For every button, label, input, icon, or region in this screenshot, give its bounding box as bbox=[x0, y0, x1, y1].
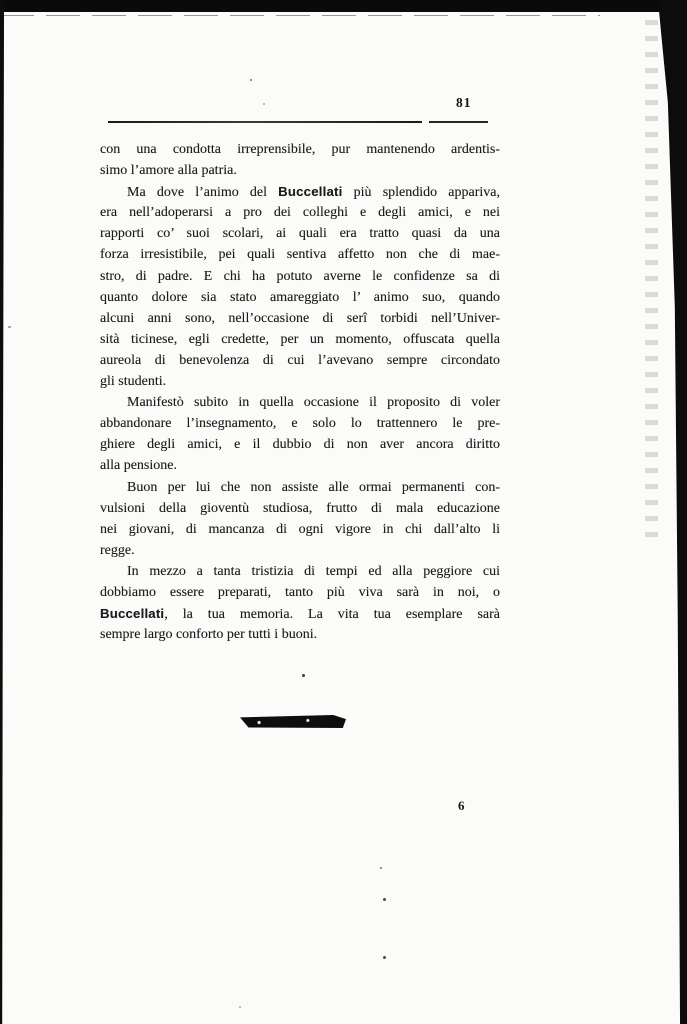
scan-speck bbox=[239, 1006, 241, 1008]
line-text: simo l’amore alla patria. bbox=[100, 163, 237, 179]
text-line bbox=[100, 480, 500, 501]
line-text: stro, di padre. E chi ha potuto averne le confidenze sa di bbox=[100, 268, 500, 284]
line-text: regge. bbox=[100, 542, 135, 558]
header-rule-short bbox=[429, 121, 488, 123]
line-text: era nell’adoperarsi a pro dei colleghi e degli amici, e nei bbox=[100, 205, 500, 221]
line-text: rapporti co’ suoi scolari, ai quali era tratto quasi da una bbox=[100, 226, 500, 242]
scan-speck bbox=[302, 674, 305, 677]
line-text: gli studenti. bbox=[100, 374, 167, 390]
line-text: alla pensione. bbox=[100, 458, 177, 474]
text-line bbox=[100, 332, 500, 353]
text-line bbox=[100, 395, 500, 416]
text-line bbox=[100, 606, 500, 627]
line-text: forza irresistibile, pei quali sentiva affetto non che di mae- bbox=[100, 247, 500, 263]
text-line bbox=[100, 247, 500, 268]
line-text: quanto dolore sia stato amareggiato l’ animo suo, quando bbox=[100, 289, 500, 305]
text-line bbox=[100, 416, 500, 437]
text-line bbox=[100, 522, 500, 543]
line-text: In mezzo a tanta tristizia di tempi ed alla peggiore cui bbox=[127, 563, 500, 579]
page-number: 81 bbox=[456, 95, 472, 110]
text-line bbox=[100, 184, 500, 205]
line-text: Manifestò subito in quella occasione il proposito di voler bbox=[127, 395, 500, 411]
line-text: abbandonare l’insegnamento, e solo lo trattennero le pre- bbox=[100, 416, 500, 432]
text-line bbox=[100, 269, 500, 290]
line-text: sità ticinese, egli credette, per un momento, offuscata quella bbox=[100, 331, 500, 347]
scan-speck bbox=[383, 956, 386, 959]
text-line bbox=[100, 311, 500, 332]
scan-speck bbox=[383, 898, 386, 901]
line-text: sempre largo conforto per tutti i buoni. bbox=[100, 627, 318, 643]
text-line bbox=[100, 458, 500, 479]
line-text: alcuni anni sono, nell’occasione di serî torbidi nell’Univer- bbox=[100, 310, 500, 326]
signature-mark: 6 bbox=[458, 798, 465, 813]
scan-edge-right bbox=[658, 0, 687, 1024]
scan-speck bbox=[263, 103, 265, 105]
scan-speck bbox=[380, 867, 382, 869]
text-line bbox=[100, 290, 500, 311]
tailpiece-ornament-icon bbox=[240, 715, 346, 728]
line-text: più splendido appariva, bbox=[342, 185, 500, 201]
text-line bbox=[100, 543, 500, 564]
header-rule-main bbox=[108, 121, 422, 123]
scan-edge-left bbox=[0, 0, 4, 1024]
text-line bbox=[100, 353, 500, 374]
scan-edge-right-noise bbox=[645, 20, 658, 540]
line-text: vulsioni della gioventù studiosa, frutto di mala educazione bbox=[100, 500, 500, 516]
scan-speck bbox=[8, 326, 11, 328]
text-line bbox=[100, 501, 500, 522]
line-text: ghiere degli amici, e il dubbio di non aver ancora diritto bbox=[100, 437, 500, 453]
text-line bbox=[100, 205, 500, 226]
text-line bbox=[100, 585, 500, 606]
text-line bbox=[100, 163, 500, 184]
text-line bbox=[100, 627, 500, 648]
scan-speck bbox=[250, 79, 252, 81]
line-text: Ma dove l’animo del bbox=[127, 185, 279, 201]
line-text: , la tua memoria. La vita tua esemplare sarà bbox=[164, 607, 500, 623]
text-line bbox=[100, 142, 500, 163]
bold-name-text: Buccellati bbox=[278, 184, 343, 200]
text-line bbox=[100, 437, 500, 458]
line-text: dobbiamo essere preparati, tanto più viva sarà in noi, o bbox=[100, 584, 500, 600]
bold-name-text: Buccellati bbox=[100, 606, 165, 622]
text-line bbox=[100, 226, 500, 247]
scan-crease-line bbox=[0, 15, 600, 16]
text-line bbox=[100, 564, 500, 585]
body-text bbox=[100, 142, 500, 648]
text-line bbox=[100, 374, 500, 395]
line-text: aureola di benevolenza di cui l’avevano sempre circondato bbox=[100, 352, 500, 368]
scan-edge-top bbox=[0, 0, 687, 12]
line-text: con una condotta irreprensibile, pur mantenendo ardentis- bbox=[100, 142, 500, 157]
line-text: Buon per lui che non assiste alle ormai permanenti con- bbox=[127, 479, 500, 495]
line-text: nei giovani, di mancanza di ogni vigore in chi dall’alto li bbox=[100, 521, 500, 537]
